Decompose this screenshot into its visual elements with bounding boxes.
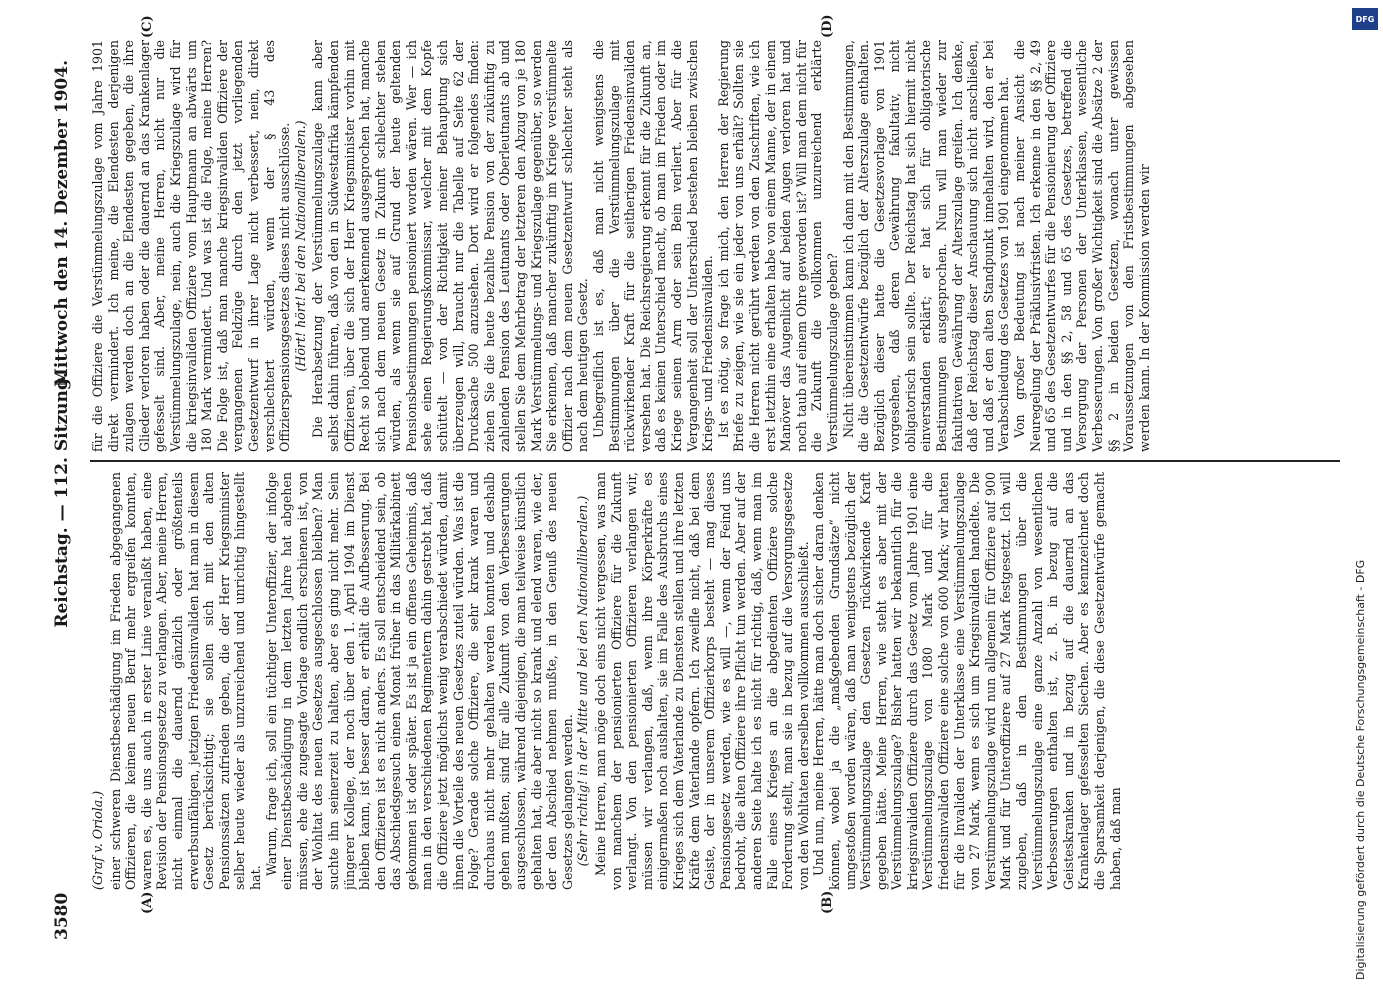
paragraph: Die Herabsetzung der Verstümmelungszulage kann aber selbst dahin führen, daß von den in Südwestafrika kämpfenden Offizieren, über die sich der Herr Kriegsminister vorhin mit Recht so lobend und anerkennend ausgesprochen hat, manche sich nach dem neuen Gesetz in Zukunft schlechter stehen würden, als wenn sie auf Grund der heute geltenden Pensionsbestimmungen pensioniert worden wären. Wer — ich sehe einen Regierungskommissar, welcher mit dem Kopfe schüttelt — von der Richtigkeit meiner Behauptung sich überzeugen will, braucht nur die Tabelle auf Seite 62 der Drucksache 500 anzusehen. Dort wird er folgendes finden: ziehen Sie die heute bezahlte Pension von der zukünftig zu zahlenden Pension des Leutnants oder Oberleutnants ab und stellen Sie dem Mehrbetrag der letzteren den Abzug von je 180 Mark Verstümmelungs- und Kriegszulage gegenüber, so werden Sie erkennen, daß mancher zukünftig im Kriege verstümmelte Offizier nach dem neuen Gesetzentwurf schlechter steht als nach dem heutigen Gesetz. <box>310 40 591 452</box>
audience-reaction: (Sehr richtig! in der Mitte und bei den Nationalliberalen.) <box>575 495 591 867</box>
margin-marker-a: (A) <box>140 891 155 914</box>
page-number: 3580 <box>52 892 72 940</box>
column-divider <box>90 460 1340 462</box>
right-column <box>90 40 1340 452</box>
margin-marker-d: (D) <box>820 14 835 38</box>
margin-marker-b: (B) <box>820 890 835 914</box>
paragraph: für die Offiziere die Verstümmelungszulage vom Jahre 1901 direkt vermindert. Ich meine, die Elendesten derjenigen zulagen werden doch an die Elendesten gegeben, die ihre Glieder verloren haben oder die dauernd an das Krankenlager gefesselt sind. Aber, meine Herren, nicht nur die Verstümmelungszulage, nein, auch die Kriegszulage wird für die kriegsinvaliden Offiziere vom Hauptmann an abwärts um 180 Mark vermindert. Und was ist die Folge, meine Herren? Die Folge ist, daß man manche kriegsinvaliden Offiziere der vergangenen Feldzüge durch den jetzt vorliegenden Gesetzentwurf in ihrer Lage nicht verbessert, nein, direkt verschlechtert würden, wenn der § 43 des Offizierspensionsgesetzes dieses nicht ausschlösse. <box>90 40 293 452</box>
margin-marker-c: (C) <box>140 15 155 38</box>
session-date: Mittwoch den 14. Dezember 1904. <box>52 60 72 387</box>
paragraph: Von großer Bedeutung ist nach meiner Ansicht die Neuregelung der Präklusivfristen. Ich erkenne in den §§ 2, 49 und 65 des Gesetzentwurfes für die Pensionierung der Offiziere und in den §§ 2, 58 und 65 des Gesetzes, betreffend die Versorgung der Personen der Unterklassen, wesentliche Verbesserungen. Von großer Wichtigkeit sind die Absätze 2 der §§ 2 in beiden Gesetzen, wonach unter gewissen Voraussetzungen von den Fristbestimmungen abgesehen werden kann. In der Kommission werden wir <box>1012 40 1152 452</box>
page-title: Reichstag. — 112. Sitzung. <box>52 372 72 628</box>
paragraph: Warum, frage ich, soll ein tüchtiger Unteroffizier, der infolge einer Dienstbeschädigung in dem letzten Jahre hat abgehen müssen, ehe die zugesagte Vorlage endlich erschienen ist, von der Wohltat des neuen Gesetzes ausgeschlossen bleiben? Man suchte ihn seinerzeit zu halten, aber es ging nicht mehr. Sein jüngerer Kollege, der noch über den 1. April 1904 im Dienst bleiben kann, ist besser daran, er erhält die Aufbesserung. Bei den Offizieren ist es nicht anders. Es soll entscheidend sein, ob das Abschiedsgesuch einen Monat früher in das Militärkabinett gekommen ist oder später. Es ist ja ein offenes Geheimnis, daß man in den verschiedenen Regimentern dahin gestrebt hat, daß die Offiziere jetzt möglichst wenig verabschiedet würden, damit ihnen die Vorteile des neuen Gesetzes zuteil würden. Was ist die Folge? Gerade solche Offiziere, die sehr krank waren und durchaus nicht mehr gehalten werden konnten und deshalb gehen mußten, sind für alle Zukunft von den Verbesserungen ausgeschlossen, während diejenigen, die man teilweise künstlich gehalten hat, die aber nicht so krank und elend waren, wie der, der den Abschied nehmen mußte, in den Genuß des neuen Gesetzes gelangen werden. <box>263 472 575 890</box>
audience-reaction: (Hört! hört! bei den Nationalliberalen.) <box>292 120 308 372</box>
paragraph: Und nun, meine Herren, hätte man doch sicher daran denken können, wobei ja die „maßgebenden Grundsätze“ nicht umgestoßen worden wären, daß man wenigstens bezüglich der Verstümmelungszulage den Gesetzen rückwirkende Kraft gegeben hätte. Meine Herren, wie steht es aber mit der Verstümmelungszulage? Bisher hatten wir bekanntlich für die kriegsinvaliden Offiziere durch das Gesetz vom Jahre 1901 eine Verstümmelungszulage von 1080 Mark und für die friedensinvaliden Offiziere eine solche von 600 Mark; wir hatten für die Invaliden der Unterklasse eine Verstümmelungszulage von 27 Mark, wenn es sich um Kriegsinvaliden handelte. Die Verstümmelungszulage wird nun allgemein für Offiziere auf 900 Mark und für Unteroffiziere auf 27 Mark festgesetzt. Ich will zugeben, daß in den Bestimmungen über die Verstümmelungszulage eine ganze Anzahl von wesentlichen Verbesserungen enthalten ist, z. B. in bezug auf die Geisteskranken und in bezug auf die dauernd an das Krankenlager gefesselten Siechen. Aber es kennzeichnet doch die Sparsamkeit derjenigen, die diese Gesetzentwürfe gemacht haben, daß man <box>811 472 1123 890</box>
paragraph: Unbegreiflich ist es, daß man nicht wenigstens die Bestimmungen über die Verstümmelungszulage mit rückwirkender Kraft für die seitherigen Friedensinvaliden versehen hat. Die Reichsregierung erkennt für die Zukunft an, daß es keinen Unterschied macht, ob man im Frieden oder im Kriege seinen Arm oder sein Bein verliert. Aber für die Vergangenheit soll der Unterschied bestehen bleiben zwischen Kriegs- und Friedensinvaliden. <box>591 40 716 452</box>
paragraph: Nicht übereinstimmen kann ich dann mit den Bestimmungen, die die Gesetzentwürfe bezüglich der Alterszulage enthalten. Bezüglich dieser hatte die Gesetzesvorlage von 1901 vorgesehen, daß deren Gewährung fakultativ, nicht obligatorisch sein sollte. Der Reichstag hat sich hiermit nicht einverstanden erklärt; er hat sich für obligatorische Bestimmungen ausgesprochen. Nun will man wieder zur fakultativen Gewährung der Alterszulage greifen. Ich denke, daß der Reichstag dieser Anschauung sich nicht anschließen, und daß er den alten Standpunkt innehalten wird, den er bei Verabschiedung des Gesetzes von 1901 eingenommen hat. <box>840 40 1012 452</box>
paragraph: Ist es nötig, so frage ich mich, den Herren der Regierung Briefe zu zeigen, wie sie ein jeder von uns erhält? Sollten sie die Herren nicht gerührt werden von den Zuschriften, wie ich erst letzthin eine erhalten habe von einem Manne, der in einem Manöver das Augenlicht auf beiden Augen verloren hat und noch taub auf einem Ohre geworden ist? Will man dem nicht für die Zukunft die vollkommen unzureichend erklärte Verstümmelungszulage geben? <box>715 40 840 452</box>
dfg-logo: DFG <box>1352 8 1378 30</box>
page-header <box>52 60 82 940</box>
left-column <box>90 472 1340 890</box>
paragraph: einer schweren Dienstbeschädigung im Frieden abgegangenen Offizieren, die keinen neuen Beruf mehr ergreifen konnten, waren es, die uns auch in erster Linie veranlaßt haben, eine Revision der Pensionsgesetze zu verlangen. Aber, meine Herren, nicht einmal die dauernd gänzlich oder größtenteils erwerbsunfähigen, jetzigen Friedensinvaliden hat man in diesem Gesetz berücksichtigt; sie sollen sich mit den alten Pensionssätzen zufrieden geben, die der Herr Kriegsminister selber heute wieder als unzureichend und unrichtig hingestellt hat. <box>107 472 263 890</box>
speaker-name: (Graf v. Oriola.) <box>90 790 105 890</box>
digitization-note: Digitalisierung gefördert durch die Deutsche Forschungsgemeinschaft - DFG <box>1354 559 1367 980</box>
paragraph: Meine Herren, man möge doch eins nicht vergessen, was man von manchem der pensionierten Offiziere für die Zukunft verlangt. Von den pensionierten Offizieren verlangen wir, müssen wir verlangen, daß, wenn ihre Körperkräfte es einigermaßen noch aushalten, sie im Falle des Ausbruchs eines Krieges sich dem Vaterlande zu Diensten stellen und ihre letzten Kräfte dem Vaterlande opfern. Ich zweifle nicht, daß bei dem Geiste, der in unserem Offizierkorps besteht — mag dieses Pensionsgesetz werden, wie es will —, wenn der Feind uns bedroht, die alten Offiziere ihre Pflicht tun werden. Aber auf der anderen Seite halte ich es nicht für richtig, daß, wenn man im Falle eines Krieges an die abgedienten Offiziere solche Forderung stellt, man sie in bezug auf die Versorgungsgesetze von den Wohltaten derselben vollkommen ausschließt. <box>593 472 811 890</box>
